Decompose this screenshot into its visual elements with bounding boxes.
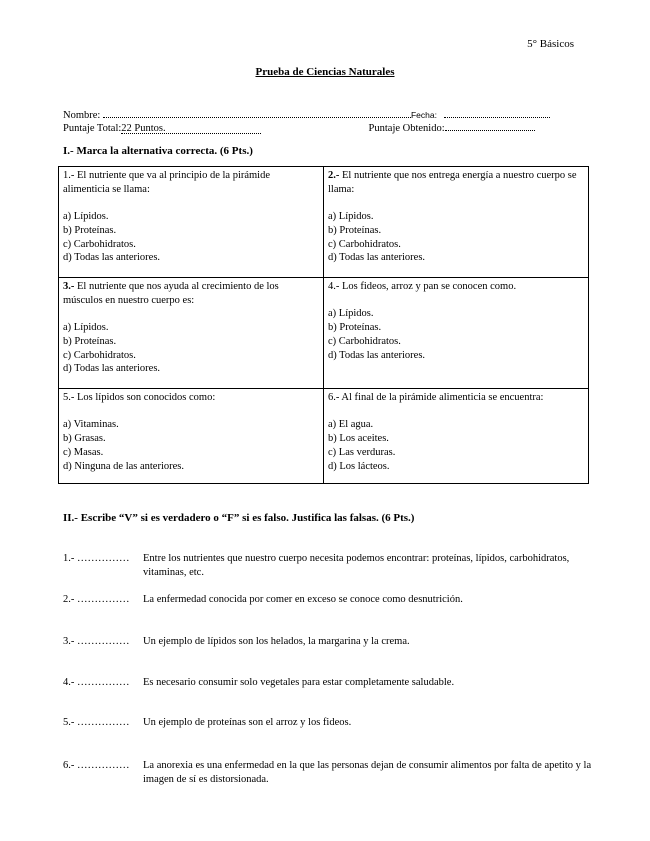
item-number: 2.- xyxy=(63,594,75,605)
question-cell xyxy=(59,167,324,278)
option[interactable]: a) Lípidos. xyxy=(328,211,374,223)
option[interactable]: c) Carbohidratos. xyxy=(328,335,401,347)
item-statement: Un ejemplo de lípidos son los helados, la margarina y la crema. xyxy=(143,636,410,647)
question-number: 4.- xyxy=(328,281,340,292)
total-score-label: Puntaje Total: xyxy=(63,123,122,134)
question-number: 6.- xyxy=(328,392,340,403)
answer-blank[interactable]: …………… xyxy=(77,717,130,728)
option[interactable]: c) Carbohidratos. xyxy=(63,349,136,361)
option[interactable]: b) Los aceites. xyxy=(328,433,389,445)
option[interactable]: c) Las verduras. xyxy=(328,446,396,458)
option[interactable]: d) Todas las anteriores. xyxy=(63,363,161,375)
true-false-item xyxy=(63,635,593,649)
question-number: 1.- xyxy=(63,170,75,181)
option[interactable]: a) Lípidos. xyxy=(328,308,374,320)
item-number: 3.- xyxy=(63,636,75,647)
question-cell xyxy=(59,389,324,484)
score-row xyxy=(63,120,535,134)
multiple-choice-table xyxy=(58,166,589,484)
date-field[interactable] xyxy=(444,107,550,118)
section-2-heading: II.- Escribe “V” si es verdadero o “F” si es falso. Justifica las falsas. (6 Pts.) xyxy=(63,512,415,524)
true-false-item xyxy=(63,552,593,579)
question-text: El nutriente que nos entrega energía a nuestro cuerpo se llama: xyxy=(328,170,577,195)
item-number: 6.- xyxy=(63,760,75,771)
obtained-score-field[interactable] xyxy=(445,120,535,131)
option[interactable]: c) Masas. xyxy=(63,446,104,458)
answer-blank[interactable]: …………… xyxy=(77,760,130,771)
obtained-score-label: Puntaje Obtenido: xyxy=(368,123,445,134)
option[interactable]: a) Lípidos. xyxy=(63,322,109,334)
item-number: 4.- xyxy=(63,677,75,688)
question-text: El nutriente que va al principio de la pirámide alimenticia se llama: xyxy=(63,170,271,195)
item-number: 5.- xyxy=(63,717,75,728)
question-cell xyxy=(324,278,589,389)
option[interactable]: b) Proteínas. xyxy=(63,335,117,347)
question-text: Los lípidos son conocidos como: xyxy=(74,392,216,403)
item-statement: La anorexia es una enfermedad en la que las personas dejan de consumir alimentos por falta de apetito y la imagen de sí es distorsionada. xyxy=(143,760,592,785)
true-false-item xyxy=(63,676,593,690)
true-false-item xyxy=(63,759,593,786)
true-false-item xyxy=(63,593,593,607)
question-cell xyxy=(324,389,589,484)
total-score-field xyxy=(121,123,261,134)
answer-blank[interactable]: …………… xyxy=(77,677,130,688)
option[interactable]: a) Lípidos. xyxy=(63,211,109,223)
item-statement: Es necesario consumir solo vegetales para estar completamente saludable. xyxy=(143,677,455,688)
total-score-value: 22 Puntos. xyxy=(121,123,166,134)
question-cell xyxy=(324,167,589,278)
question-number: 2.- xyxy=(328,170,340,181)
option[interactable]: a) El agua. xyxy=(328,419,374,431)
question-number: 5.- xyxy=(63,392,75,403)
answer-blank[interactable]: …………… xyxy=(77,553,130,564)
option[interactable]: d) Todas las anteriores. xyxy=(328,349,426,361)
question-text: El nutriente que nos ayuda al crecimiento de los músculos en nuestro cuerpo es: xyxy=(63,281,279,306)
option[interactable]: d) Los lácteos. xyxy=(328,460,390,472)
grade-level: 5° Básicos xyxy=(527,38,574,50)
name-label: Nombre: xyxy=(63,110,101,121)
option[interactable]: c) Carbohidratos. xyxy=(63,238,136,250)
option[interactable]: b) Proteínas. xyxy=(63,224,117,236)
option[interactable]: b) Proteínas. xyxy=(328,322,382,334)
date-label: Fecha: xyxy=(410,110,437,120)
option[interactable]: c) Carbohidratos. xyxy=(328,238,401,250)
question-cell xyxy=(59,278,324,389)
option[interactable]: b) Grasas. xyxy=(63,433,106,445)
item-number: 1.- xyxy=(63,553,75,564)
option[interactable]: b) Proteínas. xyxy=(328,224,382,236)
item-statement: Un ejemplo de proteínas son el arroz y los fideos. xyxy=(143,717,352,728)
section-1-heading: I.- Marca la alternativa correcta. (6 Pts.) xyxy=(63,145,253,157)
true-false-item xyxy=(63,716,593,730)
option[interactable]: d) Todas las anteriores. xyxy=(328,252,426,264)
answer-blank[interactable]: …………… xyxy=(77,636,130,647)
item-statement: Entre los nutrientes que nuestro cuerpo necesita podemos encontrar: proteínas, lípidos, carbohidratos, vitaminas, etc. xyxy=(143,553,570,578)
question-number: 3.- xyxy=(63,281,75,292)
item-statement: La enfermedad conocida por comer en exceso se conoce como desnutrición. xyxy=(143,594,463,605)
name-date-row xyxy=(63,107,550,121)
option[interactable]: a) Vitaminas. xyxy=(63,419,119,431)
question-text: Al final de la pirámide alimenticia se encuentra: xyxy=(339,392,544,403)
option[interactable]: d) Ninguna de las anteriores. xyxy=(63,460,185,472)
answer-blank[interactable]: …………… xyxy=(77,594,130,605)
option[interactable]: d) Todas las anteriores. xyxy=(63,252,161,264)
question-text: Los fideos, arroz y pan se conocen como. xyxy=(339,281,517,292)
name-field[interactable] xyxy=(103,107,411,118)
exam-title: Prueba de Ciencias Naturales xyxy=(255,66,395,78)
